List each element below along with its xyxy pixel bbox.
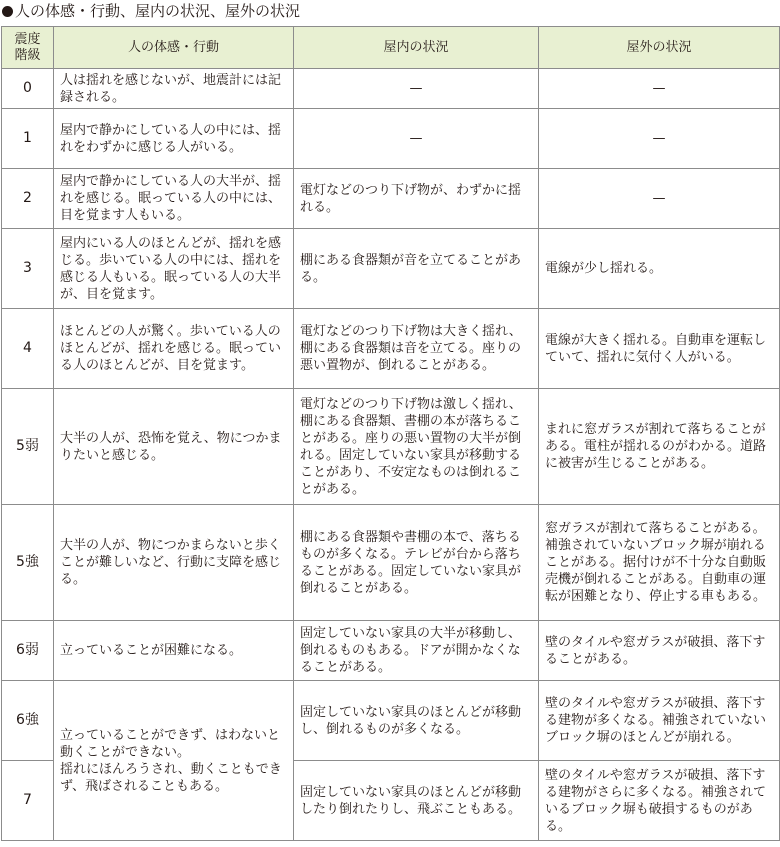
header-row <box>2 27 780 69</box>
level-cell: 0 <box>2 69 54 109</box>
indoor-cell: 電灯などのつり下げ物は激しく揺れ、棚にある食器類、書棚の本が落ちることがある。座りの悪い置物の大半が倒れる。固定していない家具が移動することがあり、不安定なものは倒れることがある。 <box>294 389 539 505</box>
header-outdoor: 屋外の状況 <box>539 27 780 69</box>
human-cell: 屋内にいる人のほとんどが、揺れを感じる。歩いている人の中には、揺れを感じる人もいる。眠っている人の大半が、目を覚ます。 <box>54 229 294 309</box>
indoor-cell: — <box>294 69 539 109</box>
table-row <box>2 169 780 229</box>
table-row <box>2 389 780 505</box>
level-cell: 6弱 <box>2 621 54 681</box>
level-cell: 5強 <box>2 505 54 621</box>
level-cell: 2 <box>2 169 54 229</box>
human-cell: 立っていることができず、はわないと動くことができない。 揺れにほんろうされ、動くこともできず、飛ばされることもある。 <box>54 681 294 841</box>
human-cell: 屋内で静かにしている人の大半が、揺れを感じる。眠っている人の中には、目を覚ます人もいる。 <box>54 169 294 229</box>
level-cell: 5弱 <box>2 389 54 505</box>
indoor-cell: 棚にある食器類や書棚の本で、落ちるものが多くなる。テレビが台から落ちることがある。固定していない家具が倒れることがある。 <box>294 505 539 621</box>
outdoor-cell: まれに窓ガラスが割れて落ちることがある。電柱が揺れるのがわかる。道路に被害が生じることがある。 <box>539 389 780 505</box>
level-cell: 6強 <box>2 681 54 761</box>
outdoor-cell: — <box>539 69 780 109</box>
human-cell: 人は揺れを感じないが、地震計には記録される。 <box>54 69 294 109</box>
level-cell: 1 <box>2 109 54 169</box>
outdoor-cell: 電線が大きく揺れる。自動車を運転していて、揺れに気付く人がいる。 <box>539 309 780 389</box>
outdoor-cell: 壁のタイルや窓ガラスが破損、落下する建物が多くなる。補強されていないブロック塀のほとんどが崩れる。 <box>539 681 780 761</box>
indoor-cell: 固定していない家具のほとんどが移動したり倒れたりし、飛ぶこともある。 <box>294 761 539 841</box>
table-row <box>2 69 780 109</box>
seismic-intensity-table <box>1 26 780 841</box>
indoor-cell: 棚にある食器類が音を立てることがある。 <box>294 229 539 309</box>
bullet-icon <box>2 6 13 17</box>
table-row <box>2 309 780 389</box>
level-cell: 7 <box>2 761 54 841</box>
outdoor-cell: 電線が少し揺れる。 <box>539 229 780 309</box>
outdoor-cell: — <box>539 169 780 229</box>
outdoor-cell: — <box>539 109 780 169</box>
table-row <box>2 229 780 309</box>
human-cell: 屋内で静かにしている人の中には、揺れをわずかに感じる人がいる。 <box>54 109 294 169</box>
level-cell: 4 <box>2 309 54 389</box>
human-cell: ほとんどの人が驚く。歩いている人のほとんどが、揺れを感じる。眠っている人のほとんどが、目を覚ます。 <box>54 309 294 389</box>
title-text: 人の体感・行動、屋内の状況、屋外の状況 <box>15 2 301 20</box>
page-title <box>2 0 300 22</box>
outdoor-cell: 壁のタイルや窓ガラスが破損、落下することがある。 <box>539 621 780 681</box>
header-indoor: 屋内の状況 <box>294 27 539 69</box>
header-human: 人の体感・行動 <box>54 27 294 69</box>
indoor-cell: 固定していない家具のほとんどが移動し、倒れるものが多くなる。 <box>294 681 539 761</box>
indoor-cell: 電灯などのつり下げ物が、わずかに揺れる。 <box>294 169 539 229</box>
indoor-cell: — <box>294 109 539 169</box>
level-cell: 3 <box>2 229 54 309</box>
table-row <box>2 505 780 621</box>
human-cell: 大半の人が、物につかまらないと歩くことが難しいなど、行動に支障を感じる。 <box>54 505 294 621</box>
human-cell: 大半の人が、恐怖を覚え、物につかまりたいと感じる。 <box>54 389 294 505</box>
table-row <box>2 109 780 169</box>
indoor-cell: 固定していない家具の大半が移動し、倒れるものもある。ドアが開かなくなることがある。 <box>294 621 539 681</box>
human-cell: 立っていることが困難になる。 <box>54 621 294 681</box>
outdoor-cell: 窓ガラスが割れて落ちることがある。補強されていないブロック塀が崩れることがある。据付けが不十分な自動販売機が倒れることがある。自動車の運転が困難となり、停止する車もある。 <box>539 505 780 621</box>
table-row <box>2 621 780 681</box>
indoor-cell: 電灯などのつり下げ物は大きく揺れ、棚にある食器類は音を立てる。座りの悪い置物が、倒れることがある。 <box>294 309 539 389</box>
table-row <box>2 681 780 761</box>
outdoor-cell: 壁のタイルや窓ガラスが破損、落下する建物がさらに多くなる。補強されているブロック塀も破損するものがある。 <box>539 761 780 841</box>
header-level: 震度 階級 <box>2 27 54 69</box>
